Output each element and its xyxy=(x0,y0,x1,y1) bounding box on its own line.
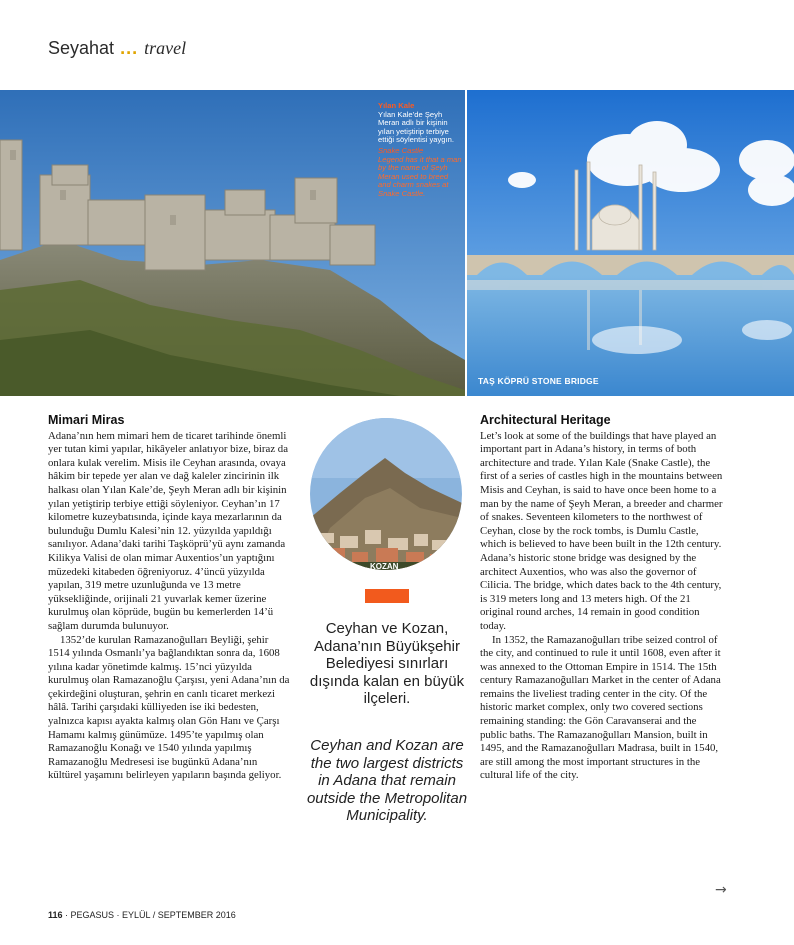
section-header xyxy=(48,38,186,66)
kozan-photo xyxy=(310,418,462,570)
stone-bridge-photo xyxy=(467,90,794,396)
caption-body-en: Legend has it that a man by the name of Şeyh Meran used to breed and charm snakes at Snake Castle. xyxy=(378,154,462,198)
caption-body-tr: Yılan Kale’de Şeyh Meran adlı bir kişinin yılan yetiştirip terbiye ettiği söylentisi yaygın. xyxy=(378,109,454,145)
footer-magazine-info: · PEGASUS · EYLÜL / SEPTEMBER 2016 xyxy=(62,910,236,920)
pull-quote-tr: Ceyhan ve Kozan, Adana’nın Büyükşehir Belediyesi sınırları dışında kalan en büyük ilçeleri. xyxy=(309,620,465,707)
english-article-column xyxy=(480,414,726,783)
english-paragraph-2: In 1352, the Ramazanoğulları tribe seized control of the city, and continued to rule it until 1608, even after it was annexed to the Ottoman Empire in 1514. The 15th century Ramazanoğulları Market in the center of Adana remains the liveliest trading center in the city. Of the historic market complex, only two covered sections remaining standing: the Gön Caravanserai and the public baths. The Ramazanoğulları Mansion, built in 1495, and the Ramazanoğulları Madrasa, built in 1540, are still among the most important structures in the cultural life of the city. xyxy=(480,633,721,782)
pull-quote-en: Ceyhan and Kozan are the two largest districts in Adana that remain outside the Metropolitan Municipality. xyxy=(306,737,468,824)
kozan-label: KOZAN xyxy=(370,562,399,571)
section-name-tr: Seyahat xyxy=(48,38,115,58)
snake-castle-caption xyxy=(378,102,462,199)
section-separator: ... xyxy=(120,38,139,58)
section-name-en: travel xyxy=(144,38,187,58)
stone-bridge-label: TAŞ KÖPRÜ STONE BRIDGE xyxy=(478,376,599,386)
next-page-arrow-icon[interactable]: → xyxy=(715,882,727,898)
caption-title-en: Snake Castle xyxy=(378,145,424,155)
english-paragraph-1: Let’s look at some of the buildings that have played an important part in Adana’s history, in terms of both architecture and trade. Yılan Kale (Snake Castle), the first of a series of castles high in the mountains between Misis and Ceyhan, is said to have once been home to a man by the name of Şeyh Meran, a breeder and charmer of snakes. Seventeen kilometers to the northwest of Ceyhan, close by the rock tombs, is Dumlu Castle, which is believed to have been built in the 12th century. Adana’s historic stone bridge was designed by the architect Auxentios, who was also the governor of Cilicia. The bridge, which dates back to the 4th century, is 319 meters long and 13 meters high. Of the 21 original round arches, 14 remain in good condition today. xyxy=(480,429,723,632)
heading-architectural-heritage: Architectural Heritage xyxy=(480,413,611,427)
turkish-paragraph-2: 1352’de kurulan Ramazanoğulları Beyliği, şehir 1514 yılında Osmanlı’ya bağlandıktan sonra da, 1608 yılına kadar yönetimde kalmış. 15’nci yüzyılda kurulmuş olan Ramazanoğlu Çarşısı, yeni Adana’nın da çekirdeğini oluşturan, şehrin en canlı ticaret merkezi hâlâ. Tarihi çarşıdaki külliyeden ise iki bedesten, yalnızca kapısı ayakta kalmış olan Gön Hanı ve Çarşı Hamamı kalmış günümüze. 1495’te yapılmış olan Ramazanoğlu Konağı ve 1540 yılında yapılmış Ramazanoğlu Medresesi ise bugünkü Adana’nın kültürel yaşamını belirleyen yapıların başında geliyor. xyxy=(48,633,290,782)
page-number: 116 xyxy=(48,910,63,920)
heading-mimari-miras: Mimari Miras xyxy=(48,413,125,427)
turkish-article-column xyxy=(48,414,290,783)
caption-title-tr: Yılan Kale xyxy=(378,101,415,110)
page-footer xyxy=(48,910,236,920)
turkish-paragraph-1: Adana’nın hem mimari hem de ticaret tarihinde önemli yer tutan kimi yapılar, hikâyeler anlatıyor bize, biraz da onlara kulak verelim. Misis ile Ceyhan arasında, ovaya hâkim bir tepede yer alan ve dağ kaleler zincirinin ilk halkası olan Yılan Kale’de, Şeyh Meran adlı bir kişinin yılan yetiştirip terbiye ettiği söyleniyor. Ceyhan’ın 17 kilometre kuzeybatısında, içinde kaya mezarlarının da bulunduğu Dumlu Kalesi’nin 12. yüzyılda yapıldığı sanılıyor. Adana’daki tarihi Taşköprü’yü aynı zamanda Kilikya Valisi de olan mimar Auxentios’un yaptığını müzedeki kitabeden öğreniyoruz. 4’üncü yüzyılda yapılan, 319 metre uzunluğunda ve 13 metre yüksekliğinde, orijinali 21 yuvarlak kemer üzerine kurulmuş olan köprüde, bugün bu kemerlerden 14’ü sağlam durumda bulunuyor. xyxy=(48,429,288,632)
accent-bar xyxy=(365,589,409,603)
